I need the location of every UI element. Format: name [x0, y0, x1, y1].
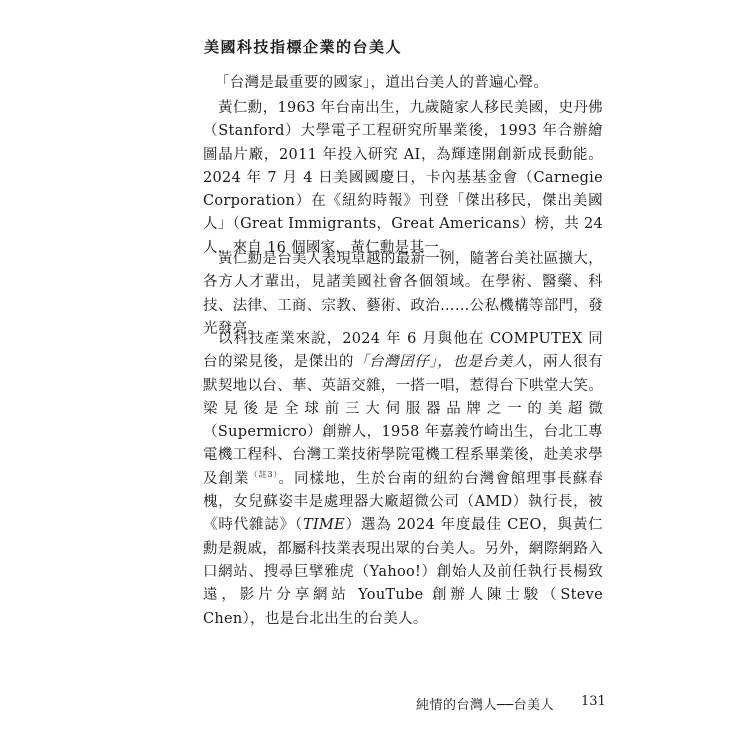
- paragraph-3: [203, 328, 603, 631]
- section-heading: 美國科技指標企業的台美人: [204, 38, 403, 56]
- paragraph-3-emphasis: 「台灣囝仔」，也是台美人: [353, 354, 528, 371]
- opening-quote: 「台灣是最重要的國家」，道出台美人的普遍心聲。: [215, 75, 549, 91]
- paragraph-1: 黃仁勳，1963 年台南出生，九歲隨家人移民美國，史丹佛（Stanford）大學電子工程研究所畢業後，1993 年合辦繪圖晶片廠，2011 年投入研究 AI，為輝達開創新成長動能。2024 年 7 月 4 日美國國慶日，卡內基基金會（Carnegie Corporation）在《紐約時報》刊登「傑出移民，傑出美國人」（Great Immigrants，Great Americans）榜，共 24 人，來自 16 個國家，黃仁勳是其一。: [203, 100, 604, 256]
- paragraph-3-part-a: 以科技產業來說，2024 年 6 月與他在 COMPUTEX 同台的梁見後，是傑出的: [203, 331, 603, 371]
- paragraph-2: 黃仁勳是台美人表現卓越的最新一例，隨著台美社區擴大，各方人才輩出，見諸美國社會各個領域。在學術、醫藥、科技、法律、工商、宗教、藝術、政治……公私機構等部門，發光發亮。: [203, 251, 603, 337]
- running-footer: 純情的台灣人──台美人: [416, 698, 555, 713]
- paragraph-3-part-d: 。同樣地，生於台南的紐約台灣會館理事長蘇春槐，女兒蘇姿丰是處理器大廠超微公司（AMD）執行長，被《時代雜誌》（: [203, 470, 603, 534]
- paragraph-3-part-c: ，兩人很有默契地以台、華、英語交雜，一搭一唱，惹得台下哄堂大笑。梁見後是全球前三大伺服器品牌之一的美超微（Supermicro）創辦人，1958 年嘉義竹崎出生，台北工專電機工程科、台灣工業技術學院電機工程系畢業後，赴美求學及創業: [203, 354, 604, 487]
- page-number: 131: [581, 694, 606, 709]
- footnote-marker: （註3）: [249, 469, 279, 479]
- magazine-title: TIME: [303, 517, 346, 534]
- paragraph-3-part-f: ）選為 2024 年度最佳 CEO，與黃仁勳是親戚，都屬科技業表現出眾的台美人。另外，網際網路入口網站、搜尋巨擘雅虎（Yahoo!）創始人及前任執行長楊致遠，影片分享網站 YouTube 創辦人陳士駿（Steve Chen），也是台北出生的台美人。: [203, 517, 603, 627]
